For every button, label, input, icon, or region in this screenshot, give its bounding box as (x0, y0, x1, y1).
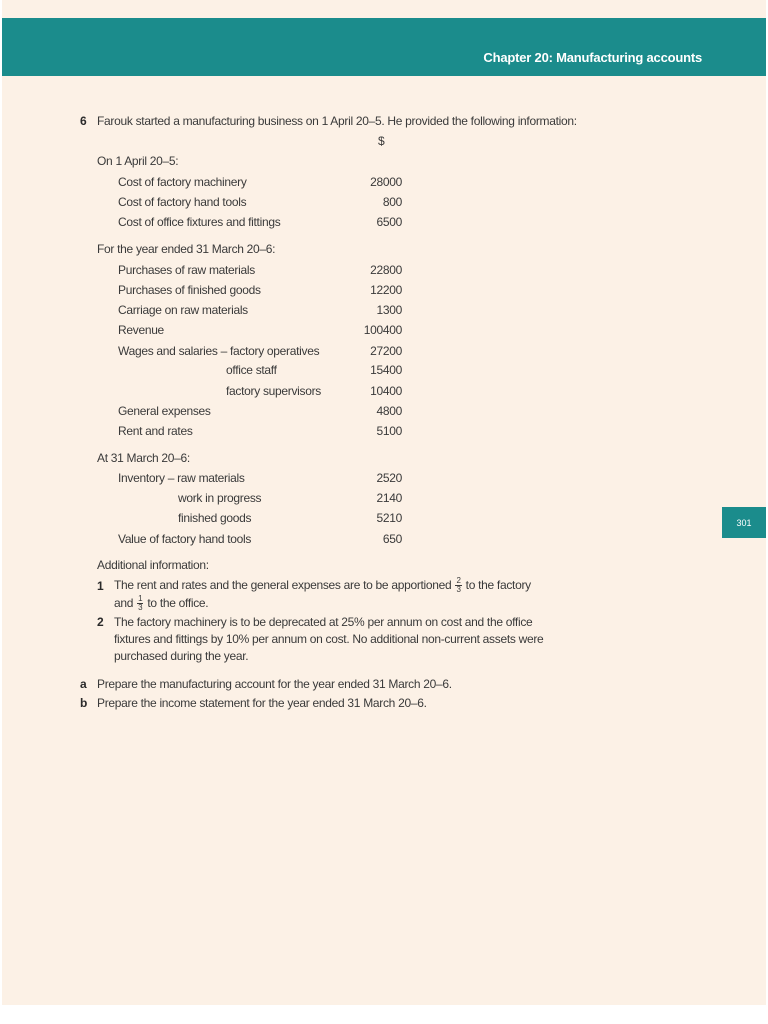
item-label: General expenses (118, 404, 211, 418)
item-label: Revenue (118, 323, 164, 337)
item-value: 100400 (363, 323, 402, 337)
item-label: Purchases of finished goods (118, 283, 261, 297)
section-heading: On 1 April 20–5: (97, 154, 179, 168)
note-text: and (114, 596, 134, 610)
item-value: 28000 (370, 175, 402, 189)
item-value: 800 (382, 195, 402, 209)
item-label: Inventory – raw materials (118, 471, 245, 485)
item-value: 1300 (376, 303, 402, 317)
note-1-line-2 (114, 594, 208, 612)
chapter-title: Chapter 20: Manufacturing accounts (483, 50, 702, 65)
fraction-two-thirds (455, 577, 461, 594)
note-2-line-2: fixtures and fittings by 10% per annum on cost. No additional non-current assets were (114, 632, 544, 646)
item-label: Cost of factory hand tools (118, 195, 247, 209)
item-label: Cost of office fixtures and fittings (118, 215, 281, 229)
note-1-line-1 (114, 576, 531, 594)
question-number: 6 (80, 114, 87, 128)
note-number: 2 (97, 615, 104, 629)
part-text: Prepare the income statement for the year ended 31 March 20–6. (97, 696, 427, 710)
part-letter: b (80, 696, 88, 710)
item-label: Purchases of raw materials (118, 263, 255, 277)
item-label: factory supervisors (226, 384, 321, 398)
item-value: 5100 (376, 424, 402, 438)
item-value: 15400 (370, 363, 402, 377)
fraction-numerator: 1 (138, 594, 143, 604)
page-number-tab (722, 507, 766, 538)
item-label: Rent and rates (118, 424, 193, 438)
question-intro: Farouk started a manufacturing business on 1 April 20–5. He provided the following information: (97, 114, 577, 128)
note-2-line-1: The factory machinery is to be deprecated at 25% per annum on cost and the office (114, 615, 533, 629)
item-value: 5210 (376, 511, 402, 525)
item-value: 12200 (370, 283, 402, 297)
currency-header: $ (378, 134, 385, 148)
item-value: 2140 (376, 491, 402, 505)
fraction-one-third (137, 595, 143, 612)
section-heading: For the year ended 31 March 20–6: (97, 242, 276, 256)
item-value: 6500 (376, 215, 402, 229)
note-text: to the factory (465, 578, 531, 592)
additional-heading: Additional information: (97, 558, 209, 572)
item-label: finished goods (178, 511, 252, 525)
fraction-denominator: 3 (138, 603, 143, 613)
item-label: office staff (226, 363, 277, 377)
item-label: Wages and salaries – factory operatives (118, 344, 320, 358)
fraction-denominator: 3 (456, 585, 461, 595)
fraction-numerator: 2 (456, 576, 461, 586)
part-text: Prepare the manufacturing account for the year ended 31 March 20–6. (97, 677, 452, 691)
note-number: 1 (97, 579, 104, 593)
item-value: 650 (382, 532, 402, 546)
chapter-header-bar (2, 18, 766, 76)
part-letter: a (80, 677, 87, 691)
item-value: 22800 (370, 263, 402, 277)
section-heading: At 31 March 20–6: (97, 451, 190, 465)
item-label: Carriage on raw materials (118, 303, 248, 317)
item-label: Value of factory hand tools (118, 532, 252, 546)
note-2-line-3: purchased during the year. (114, 649, 249, 663)
note-text: The rent and rates and the general expenses are to be apportioned (114, 578, 452, 592)
item-value: 27200 (370, 344, 402, 358)
item-value: 2520 (376, 471, 402, 485)
item-label: work in progress (178, 491, 262, 505)
page-number: 301 (736, 517, 752, 528)
item-value: 10400 (370, 384, 402, 398)
item-value: 4800 (376, 404, 402, 418)
note-text: to the office. (147, 596, 209, 610)
item-label: Cost of factory machinery (118, 175, 247, 189)
